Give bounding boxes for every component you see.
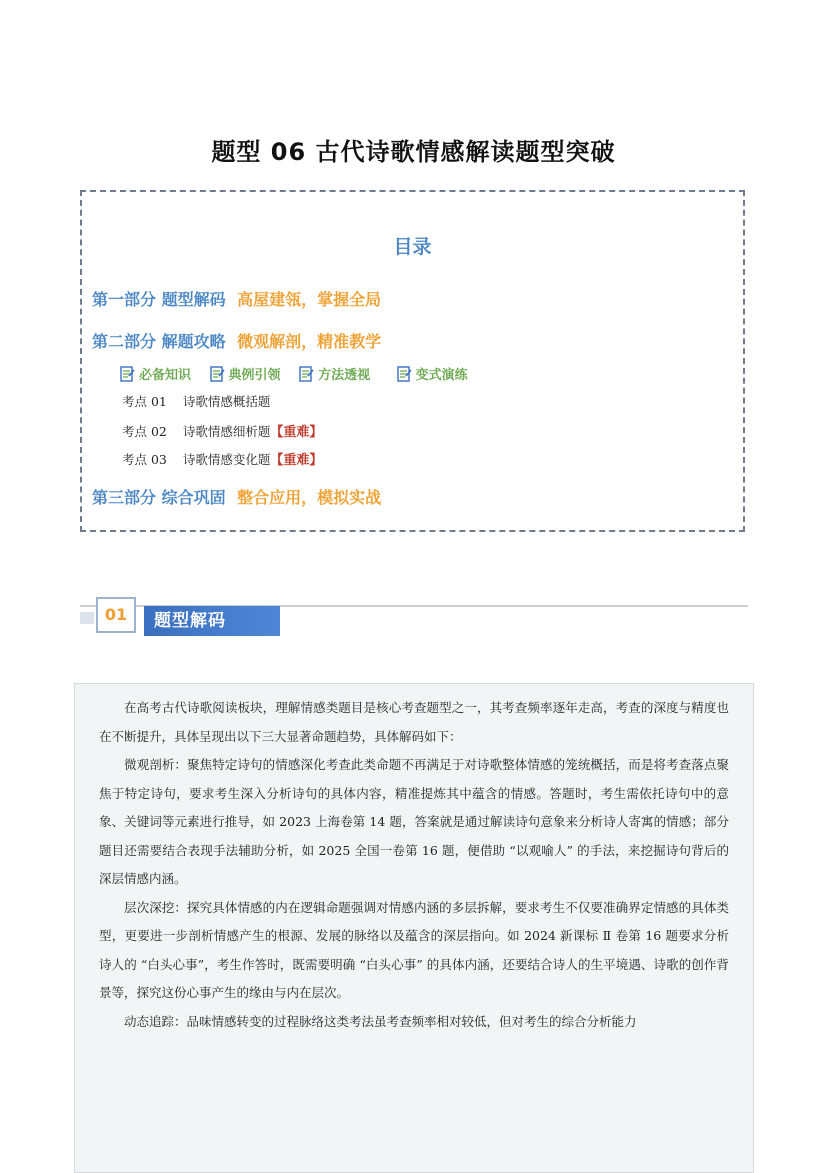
toc-subsection-label: 方法透视 xyxy=(318,368,371,383)
kaodian-text: 诗歌情感概括题 xyxy=(182,394,271,409)
paragraph: 层次深挖：探究具体情感的内在逻辑命题强调对情感内涵的多层拆解，要求考生不仅要准确界定情感的具体类型，更要进一步剖析情感产生的根源、发展的脉络以及蕴含的深层指向。如 2024 新课标 Ⅱ 卷第 16 题要求分析诗人的 “白头心事”，考生作答时，既需要明确 “白头心事” 的具体内涵，还要结合诗人的生平境遇、诗歌的创作背景等，探究这份心事产生的缘由与内在层次。 xyxy=(99,899,729,1000)
toc-heading: 目录 xyxy=(393,236,432,258)
toc-part-3[interactable] xyxy=(92,485,381,508)
document-icon xyxy=(299,366,314,382)
toc-part-1[interactable] xyxy=(92,287,381,310)
content-panel xyxy=(74,683,754,1173)
toc-subsection-item[interactable] xyxy=(210,364,281,383)
section-title: 题型解码 xyxy=(144,606,280,636)
toc-part-1-sub: 高屋建瓴，掌握全局 xyxy=(237,290,382,309)
toc-part-3-label: 第三部分 综合巩固 xyxy=(92,488,226,507)
paragraph: 在高考古代诗歌阅读板块，理解情感类题目是核心考查题型之一，其考查频率逐年走高，考查的深度与精度也在不断提升，具体呈现出以下三大显著命题趋势，具体解码如下： xyxy=(99,700,729,744)
toc-subsections xyxy=(120,364,482,386)
kaodian-item[interactable] xyxy=(122,392,270,410)
section-number-badge: 01 xyxy=(96,597,136,633)
toc-subsection-item[interactable] xyxy=(397,364,468,383)
kaodian-number: 考点 01 xyxy=(122,394,167,409)
toc-part-2[interactable] xyxy=(92,329,381,352)
paragraph: 动态追踪：品味情感转变的过程脉络这类考法虽考查频率相对较低，但对考生的综合分析能力 xyxy=(124,1013,637,1029)
toc-part-3-sub: 整合应用，模拟实战 xyxy=(237,488,382,507)
toc-part-1-label: 第一部分 题型解码 xyxy=(92,290,226,309)
toc-subsection-label: 典例引领 xyxy=(228,368,281,383)
toc-subsection-item[interactable] xyxy=(120,364,191,383)
toc-part-2-label: 第二部分 解题攻略 xyxy=(92,332,226,351)
toc-part-2-sub: 微观解剖，精准教学 xyxy=(237,332,382,351)
section-bar-decoration xyxy=(80,612,94,624)
kaodian-text: 诗歌情感细析题 xyxy=(182,424,271,439)
toc-subsection-label: 变式演练 xyxy=(415,368,468,383)
kaodian-item[interactable] xyxy=(122,449,322,468)
kaodian-tag: 【重难】 xyxy=(270,453,323,468)
document-icon xyxy=(397,366,412,382)
document-icon xyxy=(120,366,135,382)
paragraph: 微观剖析：聚焦特定诗句的情感深化考查此类命题不再满足于对诗歌整体情感的笼统概括，而是将考查落点聚焦于特定诗句，要求考生深入分析诗句的具体内容，精准提炼其中蕴含的情感。答题时，考生需依托诗句中的意象、关键词等元素进行推导，如 2023 上海卷第 14 题，答案就是通过解读诗句意象来分析诗人寄寓的情感；部分题目还需要结合表现手法辅助分析，如 2025 全国一卷第 16 题，便借助 “以观喻人” 的手法，来挖掘诗句背后的深层情感内涵。 xyxy=(99,757,729,886)
toc-subsection-label: 必备知识 xyxy=(139,368,192,383)
kaodian-tag: 【重难】 xyxy=(270,425,323,440)
document-icon xyxy=(210,366,225,382)
toc-subsection-item[interactable] xyxy=(299,364,370,383)
table-of-contents xyxy=(80,190,745,532)
kaodian-text: 诗歌情感变化题 xyxy=(182,452,271,467)
page-title: 题型 06 古代诗歌情感解读题型突破 xyxy=(211,138,616,166)
kaodian-number: 考点 02 xyxy=(122,424,167,439)
kaodian-number: 考点 03 xyxy=(122,452,167,467)
kaodian-item[interactable] xyxy=(122,421,322,440)
